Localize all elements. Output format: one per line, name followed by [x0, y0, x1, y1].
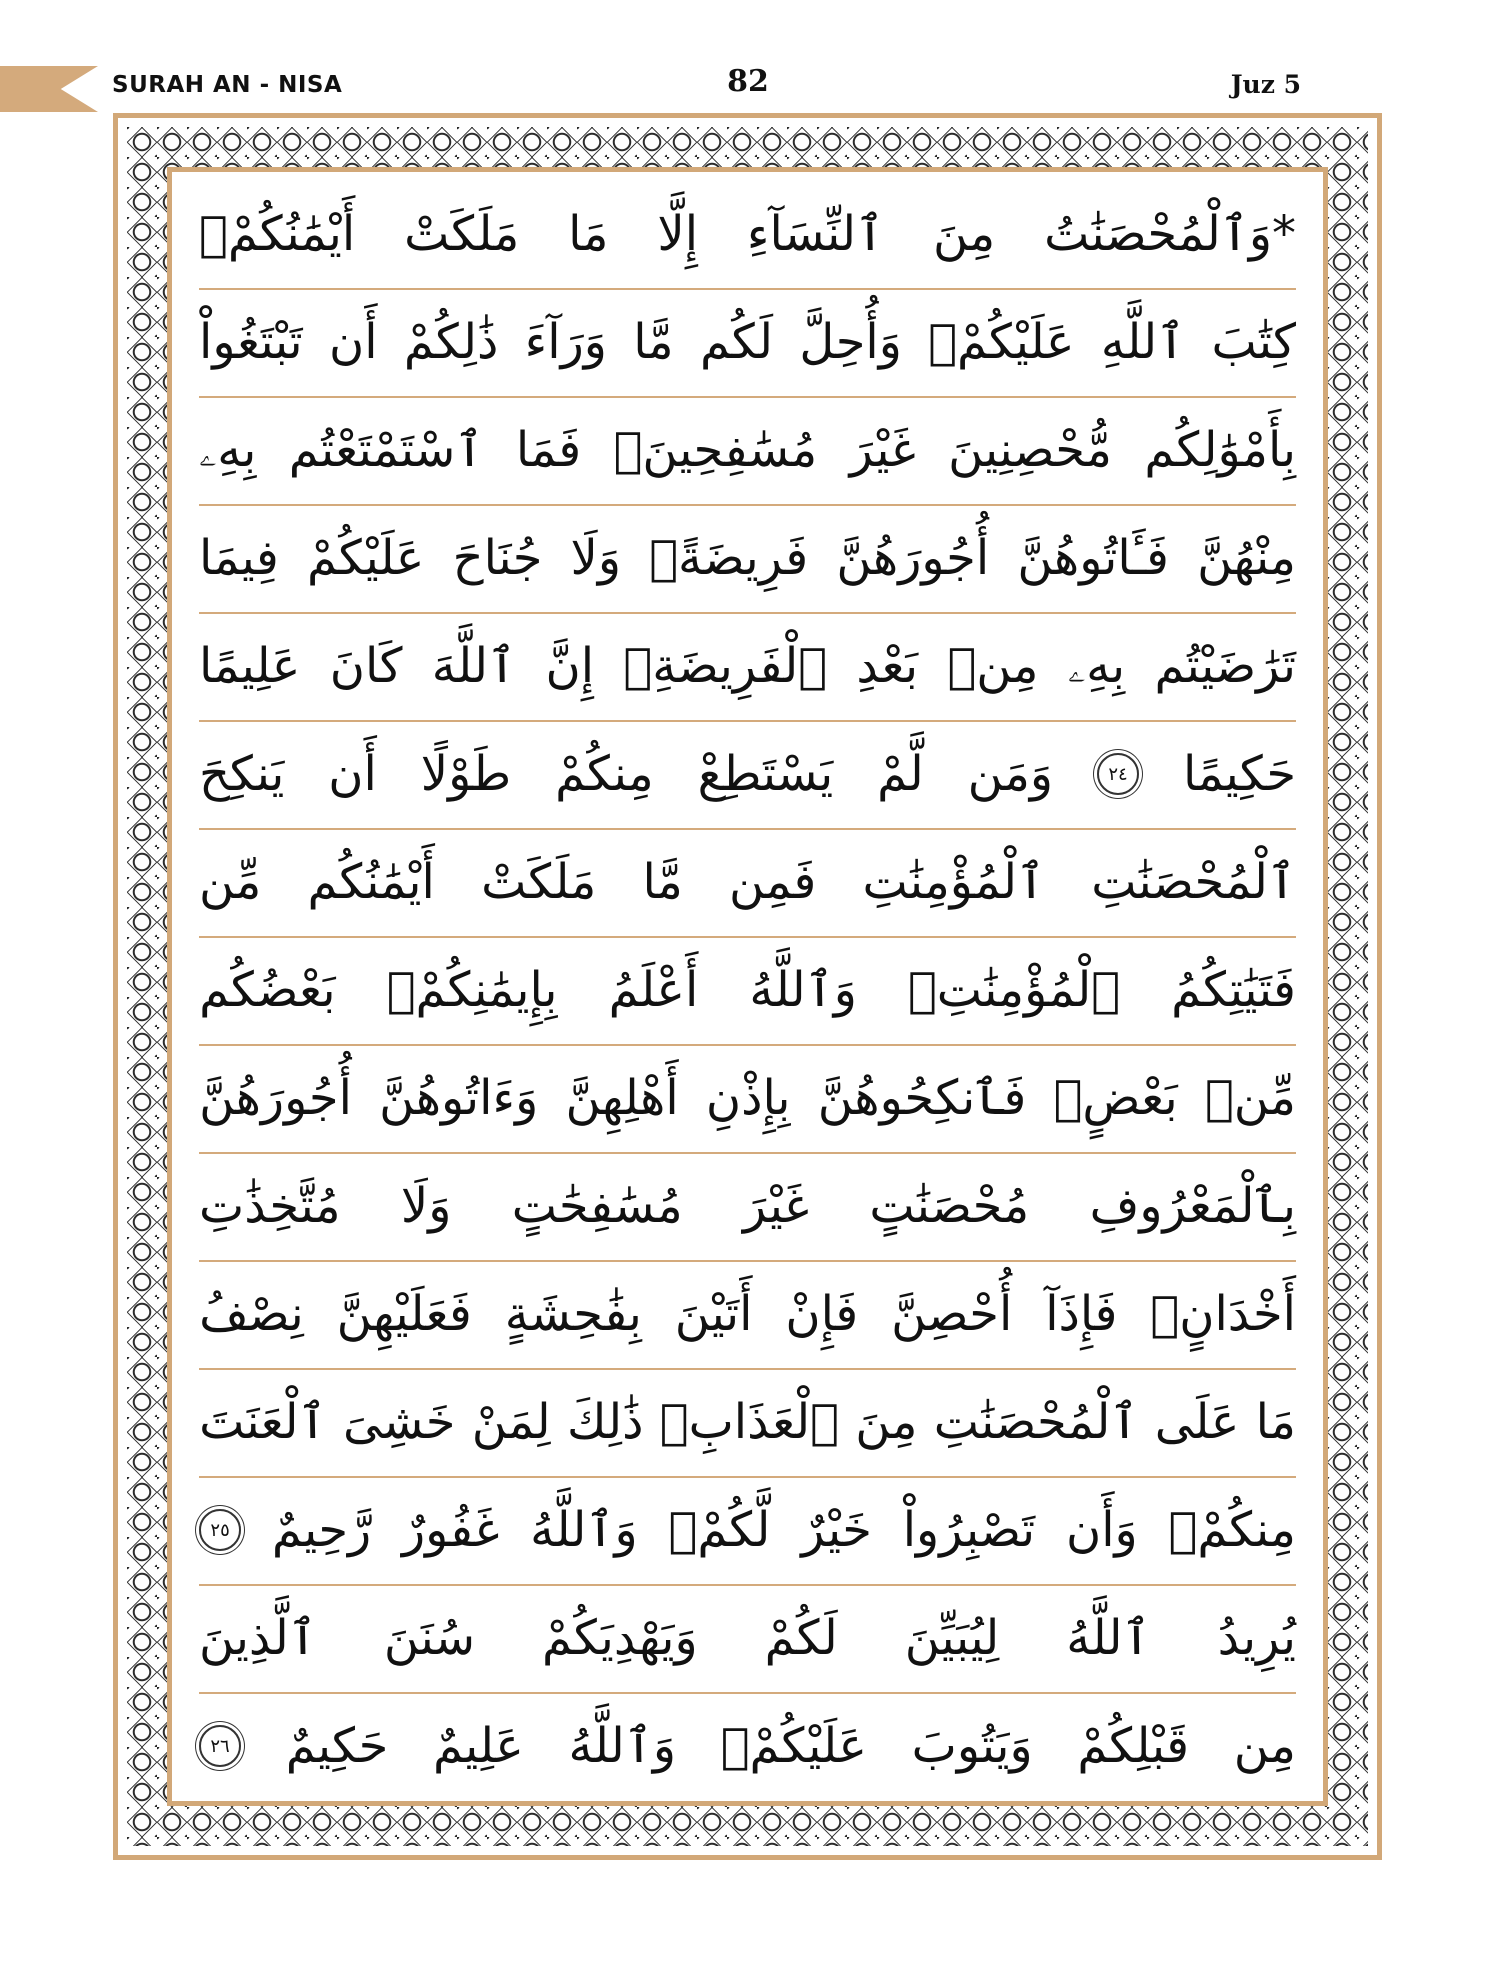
verse-word: مِّنۢ	[1204, 1070, 1296, 1126]
verse-word: ٱسْتَمْتَعْتُم	[288, 422, 484, 478]
verse-word: لَّمْ	[877, 746, 924, 802]
verse-line	[199, 1584, 1296, 1694]
verse-word: مُحْصَنَٰتٍ	[869, 1178, 1030, 1234]
verse-word: ٱلنِّسَآءِ	[746, 206, 885, 262]
verse-word: خَيْرٌ	[801, 1502, 872, 1558]
verse-word: إِنَّ	[545, 638, 595, 694]
verse-word: وَٱللَّهُ	[530, 1502, 638, 1558]
verse-word: ٱلْمُحْصَنَٰتِ	[1091, 854, 1296, 910]
verse-word: مِنْهُنَّ	[1197, 530, 1296, 586]
verse-word: أَهْلِهِنَّ	[565, 1070, 679, 1126]
verse-word: مَلَكَتْ	[481, 854, 597, 910]
verse-word: بِإِذْنِ	[705, 1070, 791, 1126]
verse-word: مَلَكَتْ	[404, 206, 520, 262]
verse-line	[199, 396, 1296, 506]
page-frame	[113, 113, 1382, 1860]
page-number: 82	[727, 64, 769, 99]
verse-line	[199, 504, 1296, 614]
verse-word: ٱلْعَنَتَ	[199, 1394, 327, 1450]
verse-word: مَّا	[642, 854, 683, 910]
verse-word: وَٱللَّهُ	[568, 1718, 677, 1774]
verse-line	[199, 1368, 1296, 1478]
verse-word: ٱللَّهِ	[1100, 314, 1186, 370]
verse-word: فِيمَا	[199, 530, 279, 586]
verse-word: وَأُحِلَّ	[799, 314, 902, 370]
verse-word: مَا	[1255, 1394, 1296, 1450]
verse-word: بَعْضُكُم	[199, 962, 336, 1018]
verse-word: مَا	[568, 206, 609, 262]
verse-word: فَرِيضَةًۚ	[649, 530, 809, 586]
verse-word: غَيْرَ	[742, 1178, 810, 1234]
verse-word: مِنَ	[855, 1394, 918, 1450]
verse-word: بَعْدِ	[856, 638, 919, 694]
verse-line	[199, 1260, 1296, 1370]
verse-line	[199, 1044, 1296, 1154]
verse-word: عَلِيمٌ	[432, 1718, 524, 1774]
verse-word: كَانَ	[329, 638, 403, 694]
verse-word: لَكُم	[699, 314, 774, 370]
verse-line	[199, 936, 1296, 1046]
verse-word: جُنَاحَ	[452, 530, 543, 586]
verse-word: وَمَن	[967, 746, 1054, 802]
verse-word: لَكُمْ	[764, 1610, 838, 1666]
verse-word: غَفُورٌ	[401, 1502, 500, 1558]
verse-word: مِنَ	[933, 206, 996, 262]
verse-word: سُنَنَ	[383, 1610, 476, 1666]
verse-word: فَٱنكِحُوهُنَّ	[817, 1070, 1027, 1126]
verse-word: قَبْلِكُمْ	[1077, 1718, 1190, 1774]
verse-word: نِصْفُ	[199, 1286, 304, 1342]
verse-word: وَءَاتُوهُنَّ	[379, 1070, 539, 1126]
verse-word: غَيْرَ	[849, 422, 916, 478]
verse-line	[199, 288, 1296, 398]
verse-line	[199, 180, 1296, 290]
verse-word: يَسْتَطِعْ	[697, 746, 834, 802]
verse-word: ٱلْمُحْصَنَٰتِ	[933, 1394, 1139, 1450]
ayah-marker: ٢٦	[199, 1725, 241, 1767]
verse-word: وَلَا	[570, 530, 622, 586]
verse-word: رَّحِيمٌ	[271, 1502, 372, 1558]
verse-word: مِّن	[199, 854, 262, 910]
verse-word: أَن	[328, 314, 378, 370]
verse-word: طَوْلًا	[420, 746, 512, 802]
verse-line	[199, 1692, 1296, 1800]
verse-word: لِيُبَيِّنَ	[904, 1610, 1000, 1666]
verse-word: أَيْمَٰنُكُمْۖ	[199, 206, 356, 262]
verse-word: يُرِيدُ	[1217, 1610, 1296, 1666]
verse-word: مِنۢ	[947, 638, 1039, 694]
verse-word: فَعَلَيْهِنَّ	[336, 1286, 472, 1342]
verse-word: ٱللَّهَ	[431, 638, 517, 694]
verse-word: ٱللَّهُ	[1066, 1610, 1151, 1666]
verse-word: مِن	[1233, 1718, 1296, 1774]
verse-word: *وَٱلْمُحْصَنَٰتُ	[1044, 206, 1296, 262]
verse-word: فَـَٔاتُوهُنَّ	[1017, 530, 1169, 586]
verse-word: ٱلْفَرِيضَةِۚ	[623, 638, 828, 694]
verse-word: بَعْضٍۚ	[1053, 1070, 1178, 1126]
verse-word: أَيْمَٰنُكُم	[307, 854, 435, 910]
verse-word: فَإِنْ	[785, 1286, 859, 1342]
verse-line	[199, 1476, 1296, 1586]
verse-word: عَلَيْكُمْۚ	[928, 314, 1075, 370]
ayah-marker: ٢٥	[199, 1509, 241, 1551]
verse-word: أَخْدَانٍۚ	[1150, 1286, 1296, 1342]
verse-word: وَرَآءَ	[524, 314, 607, 370]
verse-word: ٱلَّذِينَ	[199, 1610, 317, 1666]
verse-word: ذَٰلِكَ	[567, 1394, 644, 1450]
ayah-marker: ٢٤	[1097, 753, 1139, 795]
verse-word: فَتَيَٰتِكُمُ	[1171, 962, 1296, 1018]
verse-word: فَمِن	[729, 854, 817, 910]
verse-word: أَعْلَمُ	[608, 962, 699, 1018]
verse-word: بِهِۦ	[1067, 637, 1126, 694]
verse-word: يَنكِحَ	[199, 746, 285, 802]
text-panel	[167, 167, 1328, 1806]
verse-word: عَلَيْكُمْ	[306, 530, 425, 586]
verse-word: بِأَمْوَٰلِكُم	[1144, 422, 1296, 478]
verse-word: ٱلْعَذَابِۚ	[659, 1394, 839, 1450]
verse-line	[199, 828, 1296, 938]
verse-line	[199, 1152, 1296, 1262]
verse-word: فَإِذَآ	[1045, 1286, 1118, 1342]
verse-word: ٱلْمُؤْمِنَٰتِۚ	[908, 962, 1121, 1018]
verse-word: بِإِيمَٰنِكُمْۚ	[386, 962, 558, 1018]
verse-word: وَٱللَّهُ	[749, 962, 857, 1018]
juz-label: Juz 5	[1230, 70, 1301, 99]
verse-word: ذَٰلِكُمْ	[403, 314, 499, 370]
verse-word: أُجُورَهُنَّ	[199, 1070, 352, 1126]
verse-word: بِهِۦ	[199, 421, 257, 478]
verse-word: وَأَن	[1065, 1502, 1138, 1558]
verse-word: تَصْبِرُواْ	[902, 1502, 1036, 1558]
verse-word: أَتَيْنَ	[674, 1286, 753, 1342]
verse-word: حَكِيمٌ	[285, 1718, 389, 1774]
verse-word: مِنكُمْۚ	[1168, 1502, 1296, 1558]
verse-word: وَيَتُوبَ	[911, 1718, 1033, 1774]
verse-word: لِمَنْ	[471, 1394, 551, 1450]
verse-word: بِٱلْمَعْرُوفِ	[1089, 1178, 1296, 1234]
verse-word: أُحْصِنَّ	[891, 1286, 1013, 1342]
verse-word: مَّا	[633, 314, 674, 370]
verse-line	[199, 720, 1296, 830]
verse-word: حَكِيمًا	[1182, 746, 1296, 802]
verse-word: مُتَّخِذَٰتِ	[199, 1178, 341, 1234]
verse-word: عَلَى	[1154, 1394, 1240, 1450]
verse-word: إِلَّا	[657, 206, 699, 262]
verse-word: مُّحْصِنِينَ	[948, 422, 1112, 478]
verse-word: مُسَٰفِحَٰتٍ	[511, 1178, 683, 1234]
verse-line	[199, 612, 1296, 722]
verse-word: خَشِىَ	[342, 1394, 456, 1450]
verse-word: وَلَا	[400, 1178, 452, 1234]
surah-title: SURAH AN - NISA	[112, 72, 343, 98]
verse-word: أَن	[328, 746, 377, 802]
verse-word: كِتَٰبَ	[1211, 314, 1296, 370]
verse-word: أُجُورَهُنَّ	[836, 530, 990, 586]
verse-word: عَلَيْكُمْۗ	[720, 1718, 868, 1774]
verse-word: تَبْتَغُواْ	[199, 314, 303, 370]
verse-word: تَرَٰضَيْتُم	[1154, 638, 1296, 694]
verse-word: مِنكُمْ	[555, 746, 654, 802]
verse-word: وَيَهْدِيَكُمْ	[542, 1610, 698, 1666]
verse-word: ٱلْمُؤْمِنَٰتِ	[862, 854, 1046, 910]
verse-word: لَّكُمْۗ	[668, 1502, 771, 1558]
verse-word: عَلِيمًا	[199, 638, 301, 694]
verse-word: فَمَا	[515, 422, 582, 478]
verse-word: بِفَٰحِشَةٍ	[504, 1286, 642, 1342]
verse-word: مُسَٰفِحِينَۚ	[613, 422, 818, 478]
